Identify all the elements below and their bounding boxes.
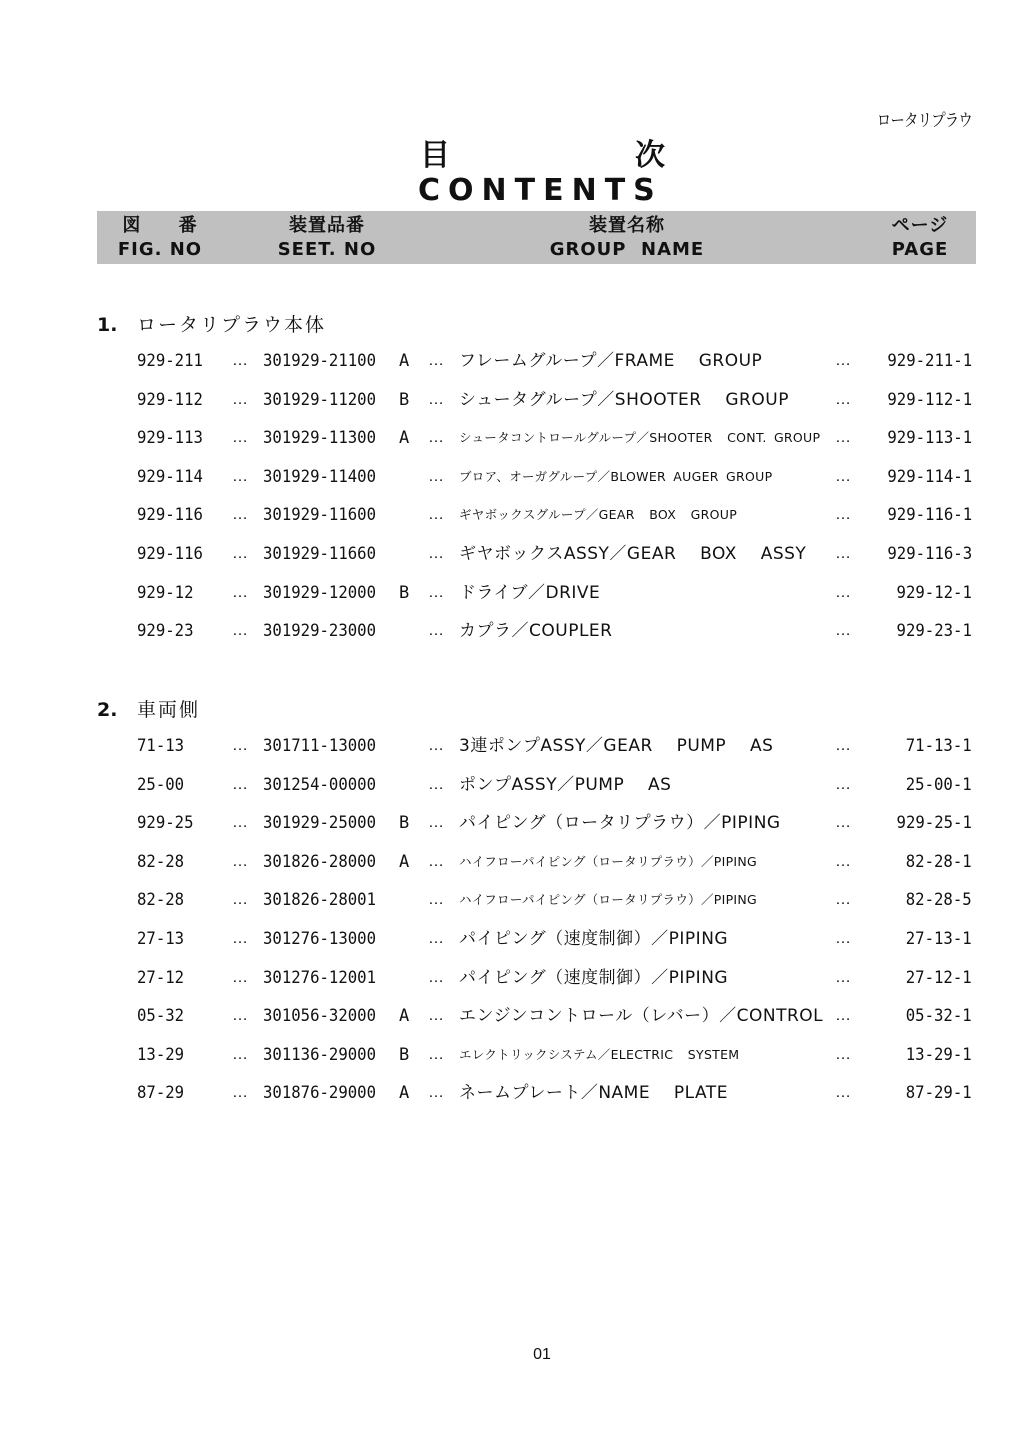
leader-dots: … xyxy=(835,814,851,832)
fig-no: 929-114 xyxy=(137,466,203,487)
leader-dots: … xyxy=(835,429,851,447)
fig-no: 929-211 xyxy=(137,351,203,371)
sheet-no: 301929-21100 xyxy=(263,351,377,371)
leader-dots: … xyxy=(428,622,444,640)
leader-dots: … xyxy=(232,814,248,832)
page-ref: 929-116-1 xyxy=(887,505,972,526)
revision: B xyxy=(399,389,410,410)
leader-dots: … xyxy=(428,583,444,601)
page-ref: 929-116-3 xyxy=(887,544,972,564)
fig-no: 87-29 xyxy=(137,1083,185,1104)
table-row[interactable] xyxy=(0,885,1024,915)
leader-dots: … xyxy=(835,545,851,562)
page-ref: 13-29-1 xyxy=(906,1044,972,1065)
leader-dots: … xyxy=(835,506,851,524)
revision: A xyxy=(399,351,410,371)
sheet-no: 301056-32000 xyxy=(263,1006,377,1027)
sheet-no: 301276-13000 xyxy=(263,929,377,949)
document-label: ロータリプラウ xyxy=(876,111,972,131)
section-name: ロータリプラウ本体 xyxy=(137,314,327,336)
leader-dots: … xyxy=(428,814,444,832)
leader-dots: … xyxy=(835,583,851,601)
leader-dots: … xyxy=(232,622,248,640)
table-row[interactable] xyxy=(0,924,1024,954)
leader-dots: … xyxy=(835,1084,851,1102)
header-group-name-jp: 装置名称 xyxy=(589,215,665,236)
group-name: ギヤボックスASSY／GEAR BOX ASSY xyxy=(459,544,807,564)
page-ref: 27-13-1 xyxy=(906,929,972,949)
page-title-jp xyxy=(420,130,665,174)
sheet-no: 301876-29000 xyxy=(263,1083,377,1104)
page-ref: 71-13-1 xyxy=(906,736,972,756)
group-name: パイピング（速度制御）／PIPING xyxy=(459,929,729,949)
page-ref: 929-114-1 xyxy=(887,466,972,487)
revision: A xyxy=(399,1083,410,1104)
leader-dots: … xyxy=(835,390,851,408)
revision: A xyxy=(399,428,410,449)
page-ref: 82-28-1 xyxy=(906,851,972,872)
fig-no: 929-116 xyxy=(137,544,203,564)
group-name: ネームプレート／NAME PLATE xyxy=(459,1083,728,1104)
page-ref: 27-12-1 xyxy=(906,967,972,988)
fig-no: 13-29 xyxy=(137,1044,185,1065)
leader-dots: … xyxy=(232,891,248,909)
leader-dots: … xyxy=(835,1045,851,1063)
leader-dots: … xyxy=(232,737,248,754)
fig-no: 05-32 xyxy=(137,1006,185,1027)
leader-dots: … xyxy=(428,737,444,754)
leader-dots: … xyxy=(835,852,851,870)
revision: A xyxy=(399,851,410,872)
table-row[interactable] xyxy=(0,346,1024,376)
fig-no: 929-12 xyxy=(137,582,194,603)
sheet-no: 301929-11600 xyxy=(263,505,377,526)
section-name: 車両側 xyxy=(137,699,201,721)
leader-dots: … xyxy=(428,352,444,369)
group-name: ハイフローパイピング（ロータリプラウ）／PIPING xyxy=(459,853,758,869)
fig-no: 929-116 xyxy=(137,505,203,526)
header-fig-no-en: FIG. NO xyxy=(117,239,203,260)
leader-dots: … xyxy=(232,1045,248,1063)
table-row[interactable] xyxy=(0,770,1024,800)
leader-dots: … xyxy=(428,545,444,562)
table-row[interactable] xyxy=(0,578,1024,608)
leader-dots: … xyxy=(232,968,248,986)
leader-dots: … xyxy=(232,930,248,947)
group-name: カプラ／COUPLER xyxy=(459,621,613,642)
section-title xyxy=(97,695,200,722)
group-name: シュータグループ／SHOOTER GROUP xyxy=(459,389,789,410)
header-group-name xyxy=(537,214,717,262)
revision: B xyxy=(399,813,410,834)
header-group-name-en: GROUP NAME xyxy=(549,239,705,260)
table-row[interactable] xyxy=(0,1078,1024,1108)
leader-dots: … xyxy=(835,1007,851,1025)
leader-dots: … xyxy=(232,429,248,447)
header-page-en: PAGE xyxy=(891,239,949,260)
leader-dots: … xyxy=(232,1007,248,1025)
leader-dots: … xyxy=(428,775,444,793)
group-name: 3連ポンプASSY／GEAR PUMP AS xyxy=(459,736,774,756)
page-number: 01 xyxy=(533,1346,551,1363)
leader-dots: … xyxy=(835,930,851,947)
title-jp-char-2: 次 xyxy=(635,138,665,173)
leader-dots: … xyxy=(232,545,248,562)
header-fig-no-jp: 図 番 xyxy=(122,215,198,236)
fig-no: 929-23 xyxy=(137,621,194,642)
fig-no: 27-13 xyxy=(137,929,185,949)
leader-dots: … xyxy=(232,390,248,408)
table-row[interactable] xyxy=(0,1001,1024,1031)
table-row[interactable] xyxy=(0,808,1024,838)
sheet-no: 301276-12001 xyxy=(263,967,377,988)
fig-no: 27-12 xyxy=(137,967,185,988)
leader-dots: … xyxy=(835,622,851,640)
table-row[interactable] xyxy=(0,385,1024,415)
leader-dots: … xyxy=(428,429,444,447)
leader-dots: … xyxy=(232,583,248,601)
page-title-en: CONTENTS xyxy=(418,173,663,208)
table-header xyxy=(97,211,976,264)
sheet-no: 301929-12000 xyxy=(263,582,377,603)
table-row[interactable] xyxy=(0,539,1024,569)
page-ref: 929-113-1 xyxy=(887,428,972,449)
leader-dots: … xyxy=(428,467,444,485)
sheet-no: 301711-13000 xyxy=(263,736,377,756)
table-row[interactable] xyxy=(0,1040,1024,1070)
header-page-jp: ページ xyxy=(891,215,949,236)
leader-dots: … xyxy=(428,390,444,408)
sheet-no: 301929-11660 xyxy=(263,544,377,564)
group-name: フレームグループ／FRAME GROUP xyxy=(459,351,763,371)
revision: B xyxy=(399,1044,410,1065)
fig-no: 929-112 xyxy=(137,389,203,410)
header-sheet-no-jp: 装置品番 xyxy=(289,215,365,236)
fig-no: 929-113 xyxy=(137,428,203,449)
leader-dots: … xyxy=(835,737,851,754)
page-ref: 929-12-1 xyxy=(896,582,972,603)
leader-dots: … xyxy=(428,930,444,947)
table-row[interactable] xyxy=(0,616,1024,646)
leader-dots: … xyxy=(835,968,851,986)
header-sheet-no xyxy=(267,214,387,262)
title-jp-char-1: 目 xyxy=(420,138,450,173)
fig-no: 82-28 xyxy=(137,890,185,911)
group-name: パイピング（速度制御）／PIPING xyxy=(459,967,729,988)
page-ref: 929-112-1 xyxy=(887,389,972,410)
header-sheet-no-en: SEET. NO xyxy=(277,239,377,260)
sheet-no: 301826-28001 xyxy=(263,890,377,911)
group-name: エレクトリックシステム／ELECTRIC SYSTEM xyxy=(459,1046,740,1062)
leader-dots: … xyxy=(232,852,248,870)
section-number: 2. xyxy=(97,699,118,721)
leader-dots: … xyxy=(428,1007,444,1025)
header-fig-no xyxy=(105,214,215,262)
table-row[interactable] xyxy=(0,847,1024,877)
sheet-no: 301826-28000 xyxy=(263,851,377,872)
group-name: ハイフローパイピング（ロータリプラウ）／PIPING xyxy=(459,892,758,908)
fig-no: 25-00 xyxy=(137,774,185,795)
group-name: ドライブ／DRIVE xyxy=(459,582,601,603)
page-ref: 929-23-1 xyxy=(896,621,972,642)
leader-dots: … xyxy=(428,891,444,909)
sheet-no: 301929-11400 xyxy=(263,466,377,487)
leader-dots: … xyxy=(232,506,248,524)
sheet-no: 301254-00000 xyxy=(263,774,377,795)
leader-dots: … xyxy=(428,1084,444,1102)
sheet-no: 301929-11300 xyxy=(263,428,377,449)
table-row[interactable] xyxy=(0,963,1024,993)
table-row[interactable] xyxy=(0,423,1024,453)
sheet-no: 301929-11200 xyxy=(263,389,377,410)
group-name: パイピング（ロータリプラウ）／PIPING xyxy=(459,813,781,834)
group-name: シュータコントロールグループ／SHOOTER CONT. GROUP xyxy=(459,430,821,446)
page-ref: 82-28-5 xyxy=(906,890,972,911)
group-name: ポンプASSY／PUMP AS xyxy=(459,774,672,795)
group-name: ギヤボックスグループ／GEAR BOX GROUP xyxy=(459,507,738,523)
section-number: 1. xyxy=(97,314,118,336)
fig-no: 929-25 xyxy=(137,813,194,834)
leader-dots: … xyxy=(232,1084,248,1102)
section-title xyxy=(97,310,326,337)
leader-dots: … xyxy=(835,352,851,369)
fig-no: 82-28 xyxy=(137,851,185,872)
revision: A xyxy=(399,1006,410,1027)
leader-dots: … xyxy=(835,891,851,909)
leader-dots: … xyxy=(232,775,248,793)
sheet-no: 301136-29000 xyxy=(263,1044,377,1065)
revision: B xyxy=(399,582,410,603)
page-ref: 929-211-1 xyxy=(887,351,972,371)
leader-dots: … xyxy=(428,852,444,870)
page-ref: 25-00-1 xyxy=(906,774,972,795)
page-ref: 05-32-1 xyxy=(906,1006,972,1027)
group-name: ブロア、オーガグループ／BLOWER AUGER GROUP xyxy=(459,468,773,484)
table-row[interactable] xyxy=(0,500,1024,530)
fig-no: 71-13 xyxy=(137,736,185,756)
table-row[interactable] xyxy=(0,731,1024,761)
sheet-no: 301929-25000 xyxy=(263,813,377,834)
leader-dots: … xyxy=(428,1045,444,1063)
header-page xyxy=(877,214,963,262)
group-name: エンジンコントロール（レバー）／CONTROL xyxy=(459,1006,824,1027)
leader-dots: … xyxy=(232,467,248,485)
table-row[interactable] xyxy=(0,462,1024,492)
page-ref: 929-25-1 xyxy=(896,813,972,834)
leader-dots: … xyxy=(428,506,444,524)
leader-dots: … xyxy=(232,352,248,369)
leader-dots: … xyxy=(835,775,851,793)
page-ref: 87-29-1 xyxy=(906,1083,972,1104)
leader-dots: … xyxy=(428,968,444,986)
sheet-no: 301929-23000 xyxy=(263,621,377,642)
leader-dots: … xyxy=(835,467,851,485)
